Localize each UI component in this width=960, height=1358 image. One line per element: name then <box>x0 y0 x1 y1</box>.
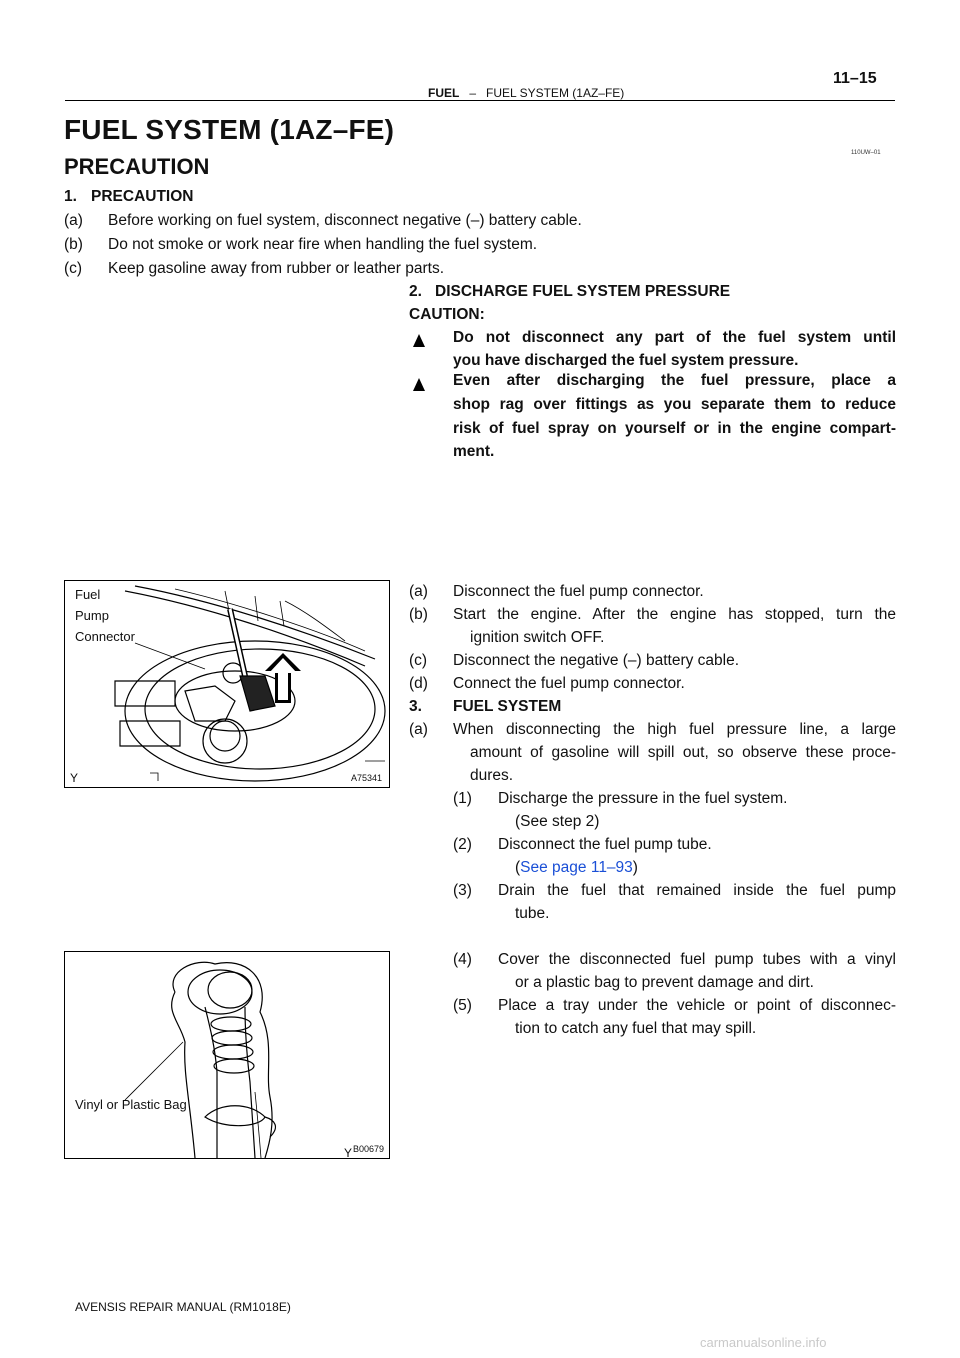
precaution-c-text: Keep gasoline away from rubber or leather parts. <box>108 260 445 277</box>
fs-2-ref <box>515 859 638 877</box>
caution-triangle-icon <box>413 378 425 391</box>
footer-manual-id: AVENSIS REPAIR MANUAL (RM1018E) <box>75 1300 291 1314</box>
caution-1-line2: you have discharged the fuel system pressure. <box>453 352 799 369</box>
precaution-b-text: Do not smoke or work near fire when handling the fuel system. <box>108 236 538 253</box>
fs-3-line2: tube. <box>515 905 550 922</box>
fs-1-label: (1) <box>453 790 472 807</box>
page-number: 11–15 <box>833 70 877 87</box>
fs-2-close-paren: ) <box>632 859 638 876</box>
fuel-system-title: FUEL SYSTEM <box>453 698 562 715</box>
figure1-code: A75341 <box>351 773 383 783</box>
vinyl-bag-illustration <box>65 952 389 1158</box>
fs-2-line1: Disconnect the fuel pump tube. <box>498 836 712 853</box>
caution-1-line1: Do not disconnect any part of the fuel system until <box>453 329 896 346</box>
caution-label: CAUTION: <box>409 306 485 323</box>
see-page-link[interactable]: See page 11–93 <box>520 859 633 876</box>
fs-1-line1: Discharge the pressure in the fuel system. <box>498 790 788 807</box>
fs-5-line1: Place a tray under the vehicle or point of disconnec- <box>498 997 896 1014</box>
header-rule <box>65 100 895 101</box>
discharge-number: 2. <box>409 283 422 300</box>
caution-2-line3: risk of fuel spray on yourself or in the engine compart- <box>453 420 896 437</box>
fs-a-label: (a) <box>409 721 428 738</box>
doc-code: 110UW–01 <box>851 150 881 156</box>
fs-4-line1: Cover the disconnected fuel pump tubes with a vinyl <box>498 951 896 968</box>
running-header <box>428 86 624 100</box>
fs-5-label: (5) <box>453 997 472 1014</box>
vinyl-bag-figure <box>64 951 390 1159</box>
page-title: FUEL SYSTEM (1AZ–FE) <box>64 114 395 145</box>
header-section: FUEL <box>428 86 460 100</box>
fuel-pump-illustration <box>65 581 389 787</box>
precaution-title: PRECAUTION <box>91 188 194 205</box>
caution-2-line2: shop rag over fittings as you separate them to reduce <box>453 396 896 413</box>
step-b-line1: Start the engine. After the engine has stopped, turn the <box>453 606 896 623</box>
caution-2-line4: ment. <box>453 443 495 460</box>
fs-a-line3: dures. <box>470 767 514 784</box>
fuel-system-number: 3. <box>409 698 422 715</box>
step-d-label: (d) <box>409 675 428 692</box>
precaution-a-text: Before working on fuel system, disconnect negative (–) battery cable. <box>108 212 582 229</box>
figure1-label-line2: Pump <box>75 608 109 623</box>
header-dash: – <box>469 86 477 100</box>
fs-2-open-paren: ( <box>515 859 521 876</box>
section-heading: PRECAUTION <box>64 154 210 179</box>
discharge-title: DISCHARGE FUEL SYSTEM PRESSURE <box>435 283 731 300</box>
step-b-label: (b) <box>409 606 428 623</box>
figure1-label-line1: Fuel <box>75 587 101 602</box>
step-a-label: (a) <box>409 583 428 600</box>
header-subsection: FUEL SYSTEM (1AZ–FE) <box>486 86 625 100</box>
fs-4-line2: or a plastic bag to prevent damage and dirt. <box>515 974 814 991</box>
fs-2-label: (2) <box>453 836 472 853</box>
precaution-c-label: (c) <box>64 260 83 277</box>
precaution-b-label: (b) <box>64 236 83 253</box>
figure2-corner-mark: Y <box>344 1146 353 1159</box>
caution-triangle-icon <box>413 334 425 347</box>
fs-3-line1: Drain the fuel that remained inside the fuel pump <box>498 882 896 899</box>
figure1-label-line3: Connector <box>75 629 135 644</box>
watermark: carmanualsonline.info <box>700 1335 827 1350</box>
fuel-pump-connector-figure <box>64 580 390 788</box>
step-c-label: (c) <box>409 652 428 669</box>
figure1-corner-mark: Y <box>70 771 79 785</box>
step-d-text: Connect the fuel pump connector. <box>453 675 685 692</box>
precaution-number: 1. <box>64 188 77 205</box>
fs-3-label: (3) <box>453 882 472 899</box>
fs-5-line2: tion to catch any fuel that may spill. <box>515 1020 757 1037</box>
fs-1-line2: (See step 2) <box>515 813 600 830</box>
precaution-a-label: (a) <box>64 212 83 229</box>
fs-4-label: (4) <box>453 951 472 968</box>
fs-a-line1: When disconnecting the high fuel pressure line, a large <box>453 721 896 738</box>
caution-2-line1: Even after discharging the fuel pressure, place a <box>453 372 896 389</box>
figure2-code: B00679 <box>353 1144 385 1154</box>
fs-a-line2: amount of gasoline will spill out, so observe these proce- <box>470 744 896 761</box>
step-b-line2: ignition switch OFF. <box>470 629 605 646</box>
figure2-label: Vinyl or Plastic Bag <box>75 1097 187 1112</box>
step-c-text: Disconnect the negative (–) battery cable. <box>453 652 740 669</box>
step-a-text: Disconnect the fuel pump connector. <box>453 583 704 600</box>
